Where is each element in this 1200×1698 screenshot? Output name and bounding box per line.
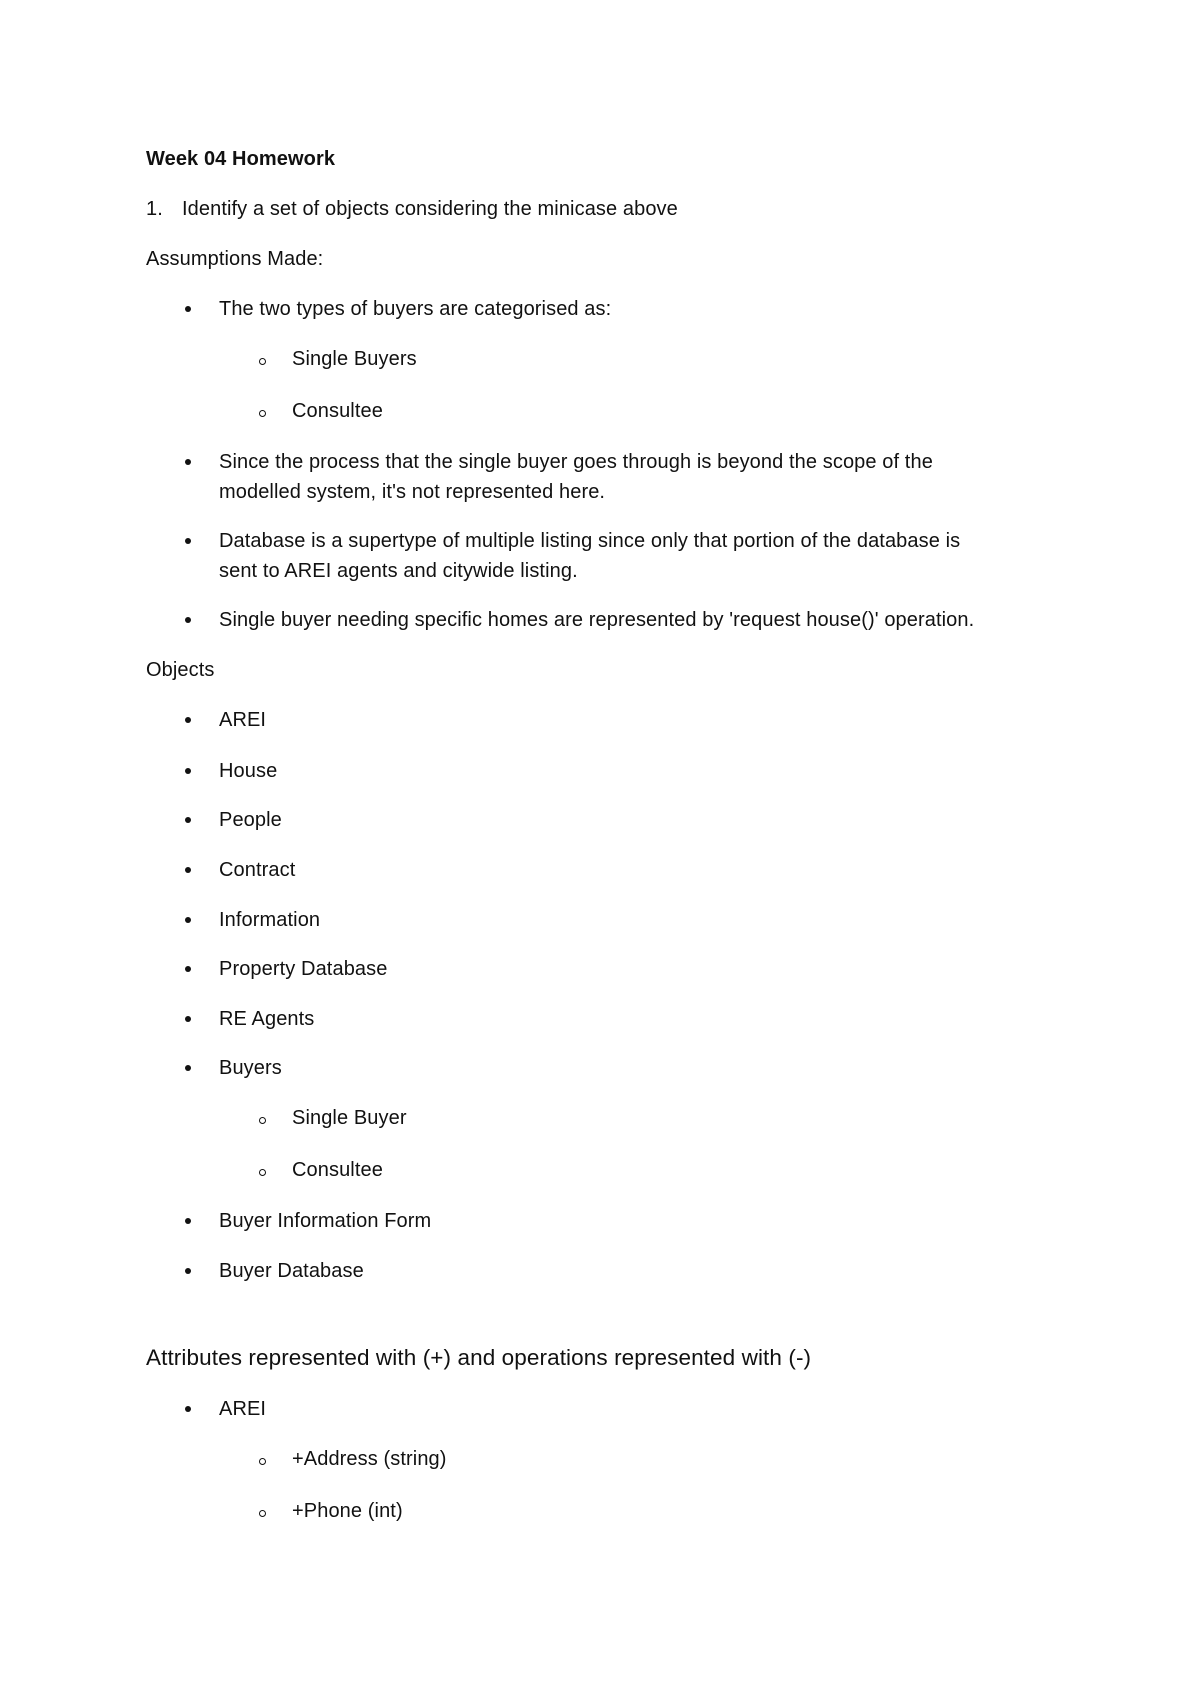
assumption-item-line: modelled system, it's not represented here.	[219, 481, 606, 503]
object-item: AREI	[219, 709, 267, 731]
attribute-sub-item: +Phone (int)	[292, 1500, 403, 1522]
bullet-icon	[185, 538, 191, 544]
bullet-icon	[185, 768, 191, 774]
bullet-icon	[185, 1268, 191, 1274]
sub-bullet-icon	[259, 1458, 266, 1465]
object-item: Buyers	[219, 1057, 282, 1079]
object-sub-item: Single Buyer	[292, 1107, 407, 1129]
bullet-icon	[185, 306, 191, 312]
sub-bullet-icon	[259, 1169, 266, 1176]
sub-bullet-icon	[259, 1510, 266, 1517]
object-item: Information	[219, 909, 321, 931]
assumption-item: The two types of buyers are categorised as:	[219, 298, 612, 320]
question-number: 1.	[146, 198, 163, 220]
document-title: Week 04 Homework	[146, 148, 336, 170]
object-item: Buyer Information Form	[219, 1210, 432, 1232]
object-item: House	[219, 760, 278, 782]
assumption-item-line: sent to AREI agents and citywide listing.	[219, 560, 578, 582]
object-sub-item: Consultee	[292, 1159, 383, 1181]
bullet-icon	[185, 966, 191, 972]
question-text: Identify a set of objects considering the minicase above	[182, 198, 678, 220]
assumption-sub-item: Single Buyers	[292, 348, 417, 370]
sub-bullet-icon	[259, 1117, 266, 1124]
assumption-item: Single buyer needing specific homes are represented by 'request house()' operation.	[219, 609, 975, 631]
bullet-icon	[185, 1406, 191, 1412]
attribute-sub-item: +Address (string)	[292, 1448, 447, 1470]
attribute-item: AREI	[219, 1398, 267, 1420]
assumptions-heading: Assumptions Made:	[146, 248, 324, 270]
bullet-icon	[185, 717, 191, 723]
assumption-sub-item: Consultee	[292, 400, 383, 422]
assumption-item-line: Since the process that the single buyer goes through is beyond the scope of the	[219, 451, 933, 473]
assumption-item-line: Database is a supertype of multiple listing since only that portion of the database is	[219, 530, 961, 552]
object-item: People	[219, 809, 282, 831]
attributes-heading: Attributes represented with (+) and operations represented with (-)	[146, 1345, 812, 1370]
bullet-icon	[185, 1016, 191, 1022]
bullet-icon	[185, 917, 191, 923]
bullet-icon	[185, 459, 191, 465]
sub-bullet-icon	[259, 358, 266, 365]
bullet-icon	[185, 1065, 191, 1071]
bullet-icon	[185, 1218, 191, 1224]
bullet-icon	[185, 617, 191, 623]
object-item: Buyer Database	[219, 1260, 364, 1282]
sub-bullet-icon	[259, 410, 266, 417]
object-item: Contract	[219, 859, 296, 881]
object-item: RE Agents	[219, 1008, 315, 1030]
bullet-icon	[185, 867, 191, 873]
objects-heading: Objects	[146, 659, 215, 681]
object-item: Property Database	[219, 958, 388, 980]
bullet-icon	[185, 817, 191, 823]
